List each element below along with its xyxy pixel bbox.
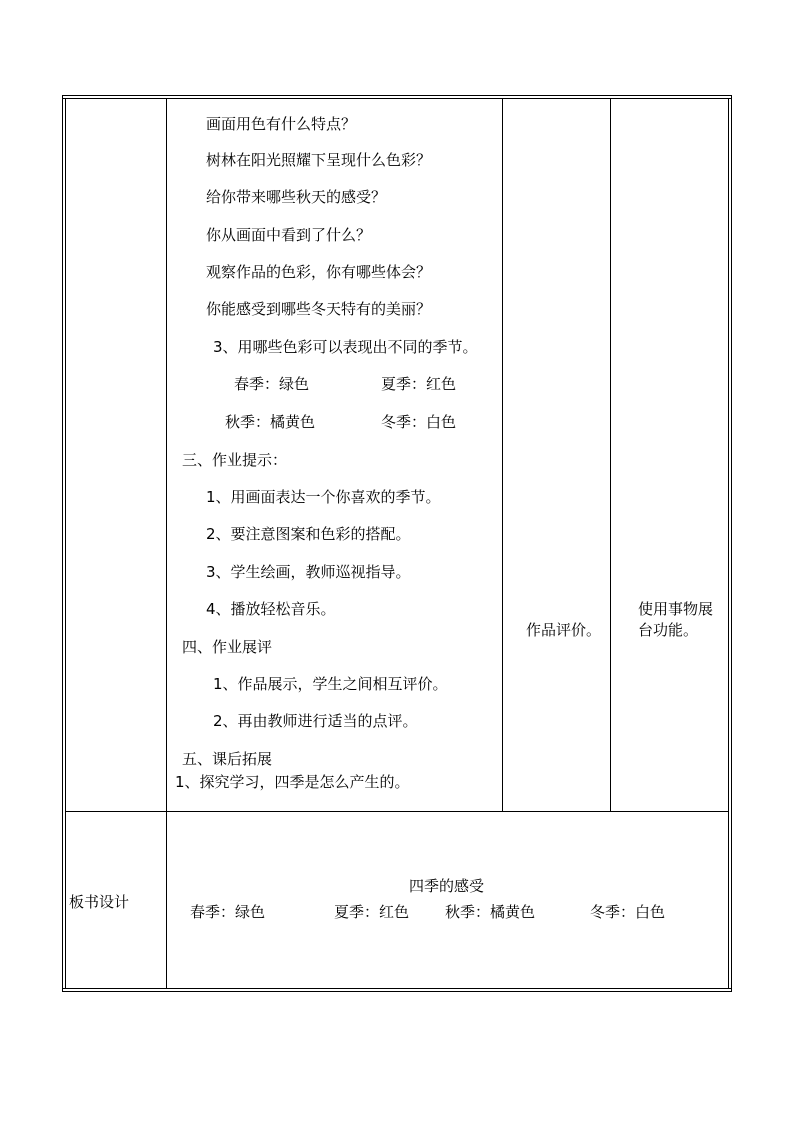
table-border-right-outer [731,95,732,992]
question-line-6: 你能感受到哪些冬天特有的美丽？ [206,300,432,318]
table-border-top-inner [62,98,732,99]
season-summer: 夏季：红色 [381,375,457,393]
board-season-winter: 冬季：白色 [590,903,666,921]
table-border-bottom-outer [62,991,732,992]
season-spring: 春季：绿色 [234,375,310,393]
homework-item-1: 1、用画面表达一个你喜欢的季节。 [206,488,441,506]
table-border-bottom-inner [62,988,732,989]
season-winter: 冬季：白色 [381,413,457,431]
season-autumn: 秋季：橘黄色 [225,413,316,431]
extension-item: 1、探究学习，四季是怎么产生的。 [175,773,410,791]
review-item-1: 1、作品展示，学生之间相互评价。 [213,675,448,693]
homework-item-4: 4、播放轻松音乐。 [206,600,336,618]
column-divider-2 [502,98,503,812]
table-border-left-outer [62,95,63,992]
method-cell-line-2: 台功能。 [638,621,699,639]
question-line-2: 树林在阳光照耀下呈现什么色彩？ [206,151,432,169]
board-season-summer: 夏季：红色 [334,903,410,921]
extension-heading: 五、课后拓展 [182,750,273,768]
board-design-label: 板书设计 [69,893,130,911]
question-line-1: 画面用色有什么特点？ [206,115,357,133]
method-cell-line-1: 使用事物展 [638,600,714,618]
board-title: 四季的感受 [409,877,485,895]
question-line-5: 观察作品的色彩，你有哪些体会？ [206,263,432,281]
evaluation-cell-text: 作品评价。 [526,621,602,639]
row-divider [65,811,729,812]
question-line-4: 你从画面中看到了什么？ [206,226,372,244]
table-border-left-inner [65,98,66,989]
homework-heading: 三、作业提示： [182,451,288,469]
question-line-3: 给你带来哪些秋天的感受？ [206,188,387,206]
homework-item-2: 2、要注意图案和色彩的搭配。 [206,525,411,543]
review-heading: 四、作业展评 [182,638,273,656]
question-line-7: 3、用哪些色彩可以表现出不同的季节。 [213,338,478,356]
homework-item-3: 3、学生绘画，教师巡视指导。 [206,563,411,581]
board-season-spring: 春季：绿色 [190,903,266,921]
column-divider-1 [166,98,167,989]
table-border-top-outer [62,95,732,96]
table-border-right-inner [728,98,729,989]
column-divider-3 [610,98,611,812]
review-item-2: 2、再由教师进行适当的点评。 [213,712,418,730]
board-season-autumn: 秋季：橘黄色 [445,903,536,921]
